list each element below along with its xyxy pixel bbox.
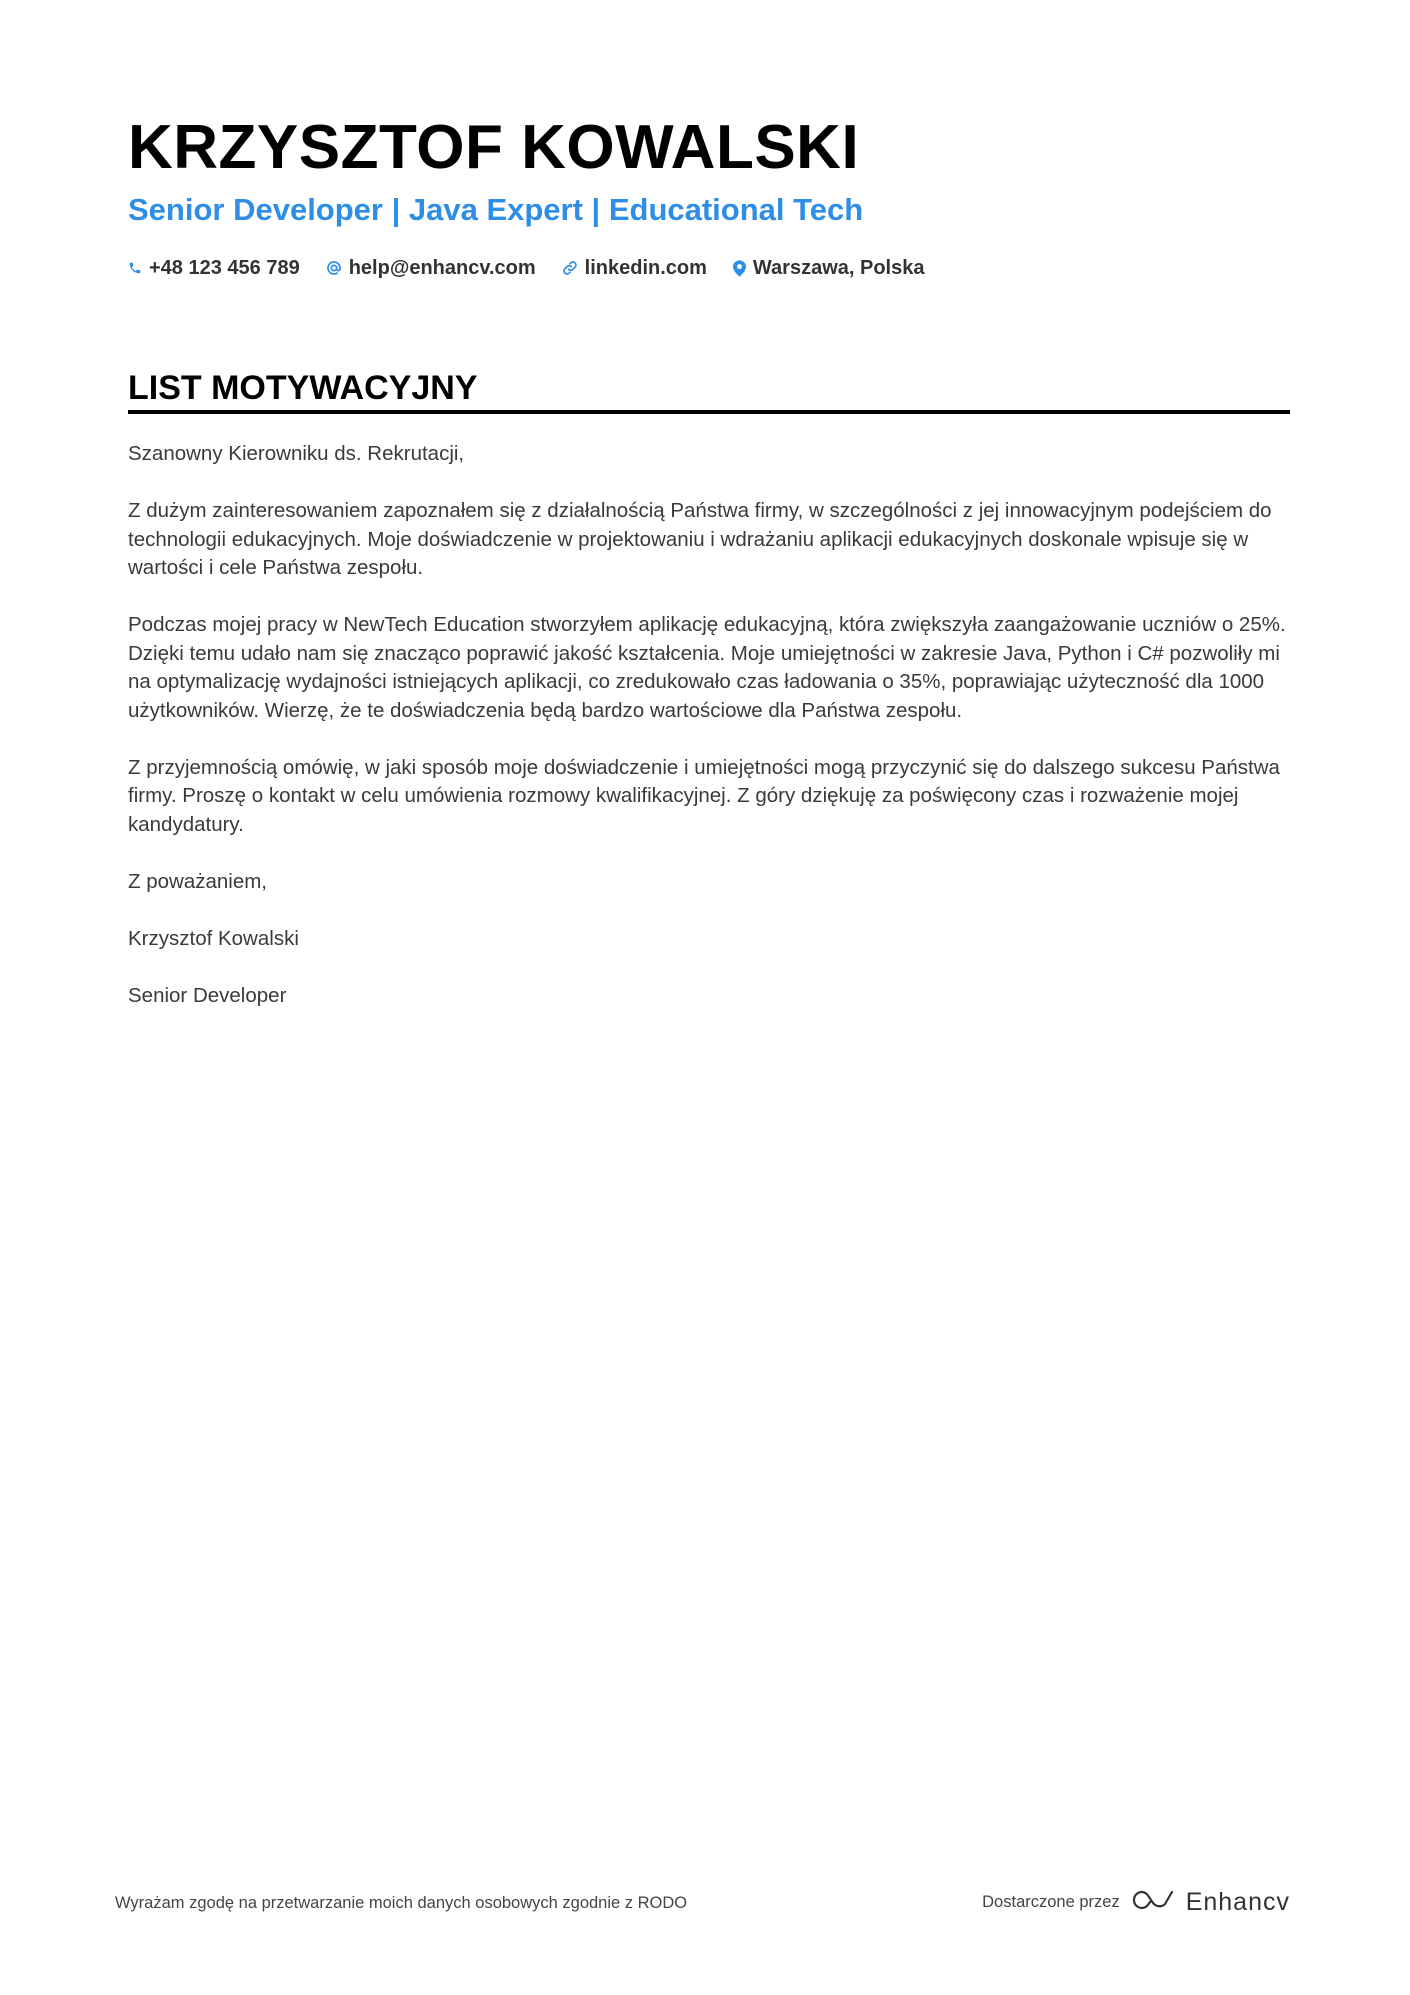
contact-linkedin-text: linkedin.com — [584, 256, 707, 279]
candidate-headline: Senior Developer | Java Expert | Educational Tech — [128, 192, 864, 227]
contact-bar — [128, 253, 924, 283]
footer-branding[interactable] — [982, 1887, 1290, 1918]
gdpr-consent: Wyrażam zgodę na przetwarzanie moich danych osobowych zgodnie z RODO — [115, 1894, 688, 1912]
phone-icon — [128, 260, 142, 276]
location-pin-icon — [733, 260, 746, 277]
letter-paragraph: Z dużym zainteresowaniem zapoznałem się z działalnością Państwa firmy, w szczególności z jej innowacyjnym podejściem do technologii edukacyjnych. Moje doświadczenie w projektowaniu i wdrażaniu aplikacji edukacyjnych doskonale wpisuje się w wartości i cele Państwa zespołu. — [128, 499, 1272, 579]
enhancv-logo-icon — [1130, 1887, 1176, 1918]
contact-email-text: help@enhancv.com — [348, 256, 536, 279]
provided-by-label: Dostarczone przez — [982, 1893, 1120, 1911]
link-icon — [562, 260, 578, 276]
letter-signature-title: Senior Developer — [128, 983, 287, 1007]
brand-name: Enhancv — [1185, 1888, 1290, 1916]
contact-phone-text: +48 123 456 789 — [149, 256, 300, 279]
letter-body — [128, 440, 1290, 1039]
letter-signature-name: Krzysztof Kowalski — [128, 926, 299, 950]
contact-email[interactable] — [326, 257, 536, 280]
contact-phone[interactable] — [128, 257, 300, 280]
contact-location — [733, 257, 925, 280]
contact-location-text: Warszawa, Polska — [752, 256, 925, 279]
letter-paragraph: Podczas mojej pracy w NewTech Education stworzyłem aplikację edukacyjną, która zwiększyła zaangażowanie uczniów o 25%. Dzięki temu udało nam się znacząco poprawić jakość kształcenia. Moje umiejętności w zakresie Java, Python i C# pozwoliły mi na optymalizację wydajności istniejących aplikacji, co zredukowało czas ładowania o 35%, poprawiając użyteczność dla 1000 użytkowników. Wierzę, że te doświadczenia będą bardzo wartościowe dla Państwa zespołu. — [128, 613, 1286, 722]
contact-linkedin[interactable] — [562, 257, 707, 280]
letter-paragraph: Z przyjemnością omówię, w jaki sposób moje doświadczenie i umiejętności mogą przyczynić się do dalszego sukcesu Państwa firmy. Proszę o kontakt w celu umówienia rozmowy kwalifikacyjnej. Z góry dziękuję za poświęcony czas i rozważenie mojej kandydatury. — [128, 755, 1280, 836]
section-divider — [128, 410, 1290, 414]
at-icon — [326, 260, 342, 276]
letter-closing: Z poważaniem, — [128, 869, 268, 893]
letter-salutation: Szanowny Kierowniku ds. Rekrutacji, — [128, 442, 465, 465]
candidate-name: KRZYSZTOF KOWALSKI — [128, 113, 860, 182]
section-title: LIST MOTYWACYJNY — [128, 369, 478, 407]
